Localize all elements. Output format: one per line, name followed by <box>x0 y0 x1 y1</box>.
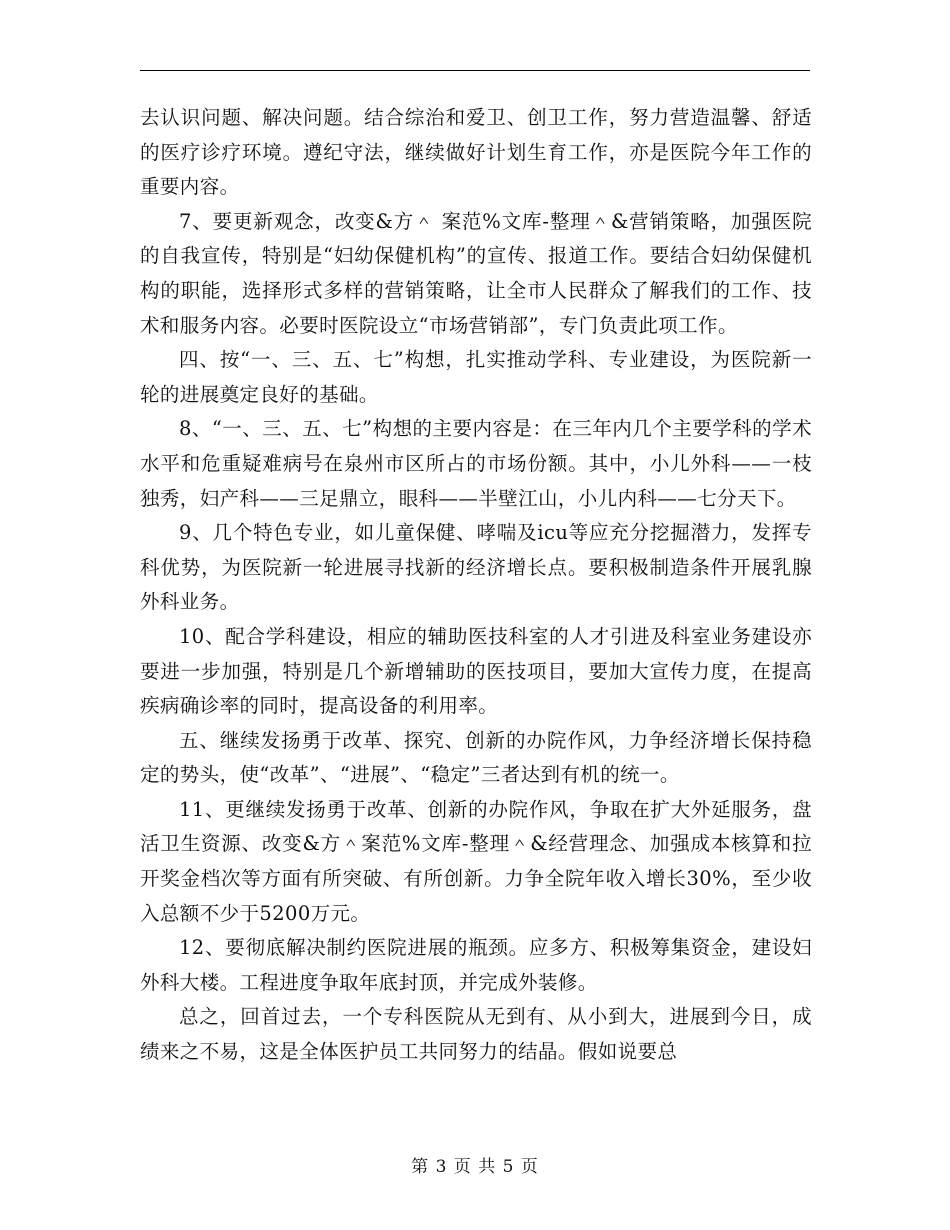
page-number: 第 3 页 共 5 页 <box>411 1157 539 1177</box>
paragraph-3: 四、按“一、三、五、七”构想，扎实推动学科、专业建设，为医院新一轮的进展奠定良好的基础。 <box>140 348 812 406</box>
document-body <box>140 101 812 1070</box>
paragraph-1: 去认识问题、解决问题。结合综治和爱卫、创卫工作，努力营造温馨、舒适的医疗诊疗环境。遵纪守法，继续做好计划生育工作，亦是医院今年工作的重要内容。 <box>140 106 812 199</box>
paragraph-8: 11、更继续发扬勇于改革、创新的办院作风，争取在扩大外延服务，盘活卫生资源、改变&方＾案范%文库-整理＾&经营理念、加强成本核算和拉开奖金档次等方面有所突破、有所创新。力争全院年收入增长30%，至少收入总额不少于5200万元。 <box>140 797 812 925</box>
paragraph-2: 7、要更新观念，改变&方＾ 案范%文库-整理＾&营销策略，加强医院的自我宣传，特别是“妇幼保健机构”的宣传、报道工作。要结合妇幼保健机构的职能，选择形式多样的营销策略，让全市人民群众了解我们的工作、技术和服务内容。必要时医院设立“市场营销部”，专门负责此项工作。 <box>140 209 812 337</box>
header-rule <box>140 70 810 71</box>
paragraph-6: 10、配合学科建设，相应的辅助医技科室的人才引进及科室业务建设亦要进一步加强，特别是几个新增辅助的医技项目，要加大宣传力度，在提高疾病确诊率的同时，提高设备的利用率。 <box>140 624 812 718</box>
paragraph-5: 9、几个特色专业，如儿童保健、哮喘及icu等应充分挖掘潜力，发挥专科优势，为医院新一轮进展寻找新的经济增长点。要积极制造条件开展乳腺外科业务。 <box>140 521 812 614</box>
paragraph-10: 总之，回首过去，一个专科医院从无到有、从小到大，进展到今日，成绩来之不易，这是全体医护员工共同努力的结晶。假如说要总 <box>140 1005 812 1064</box>
paragraph-4: 8、“一、三、五、七”构想的主要内容是：在三年内几个主要学科的学术水平和危重疑难病号在泉州市区所占的市场份额。其中，小儿外科——一枝独秀，妇产科——三足鼎立，眼科——半壁江山，小儿内科——七分天下。 <box>140 417 812 510</box>
paragraph-9: 12、要彻底解决制约医院进展的瓶颈。应多方、积极筹集资金，建设妇外科大楼。工程进度争取年底封顶，并完成外装修。 <box>140 936 812 994</box>
paragraph-7: 五、继续发扬勇于改革、探究、创新的办院作风，力争经济增长保持稳定的势头，使“改革”、“进展”、“稳定”三者达到有机的统一。 <box>140 728 812 787</box>
